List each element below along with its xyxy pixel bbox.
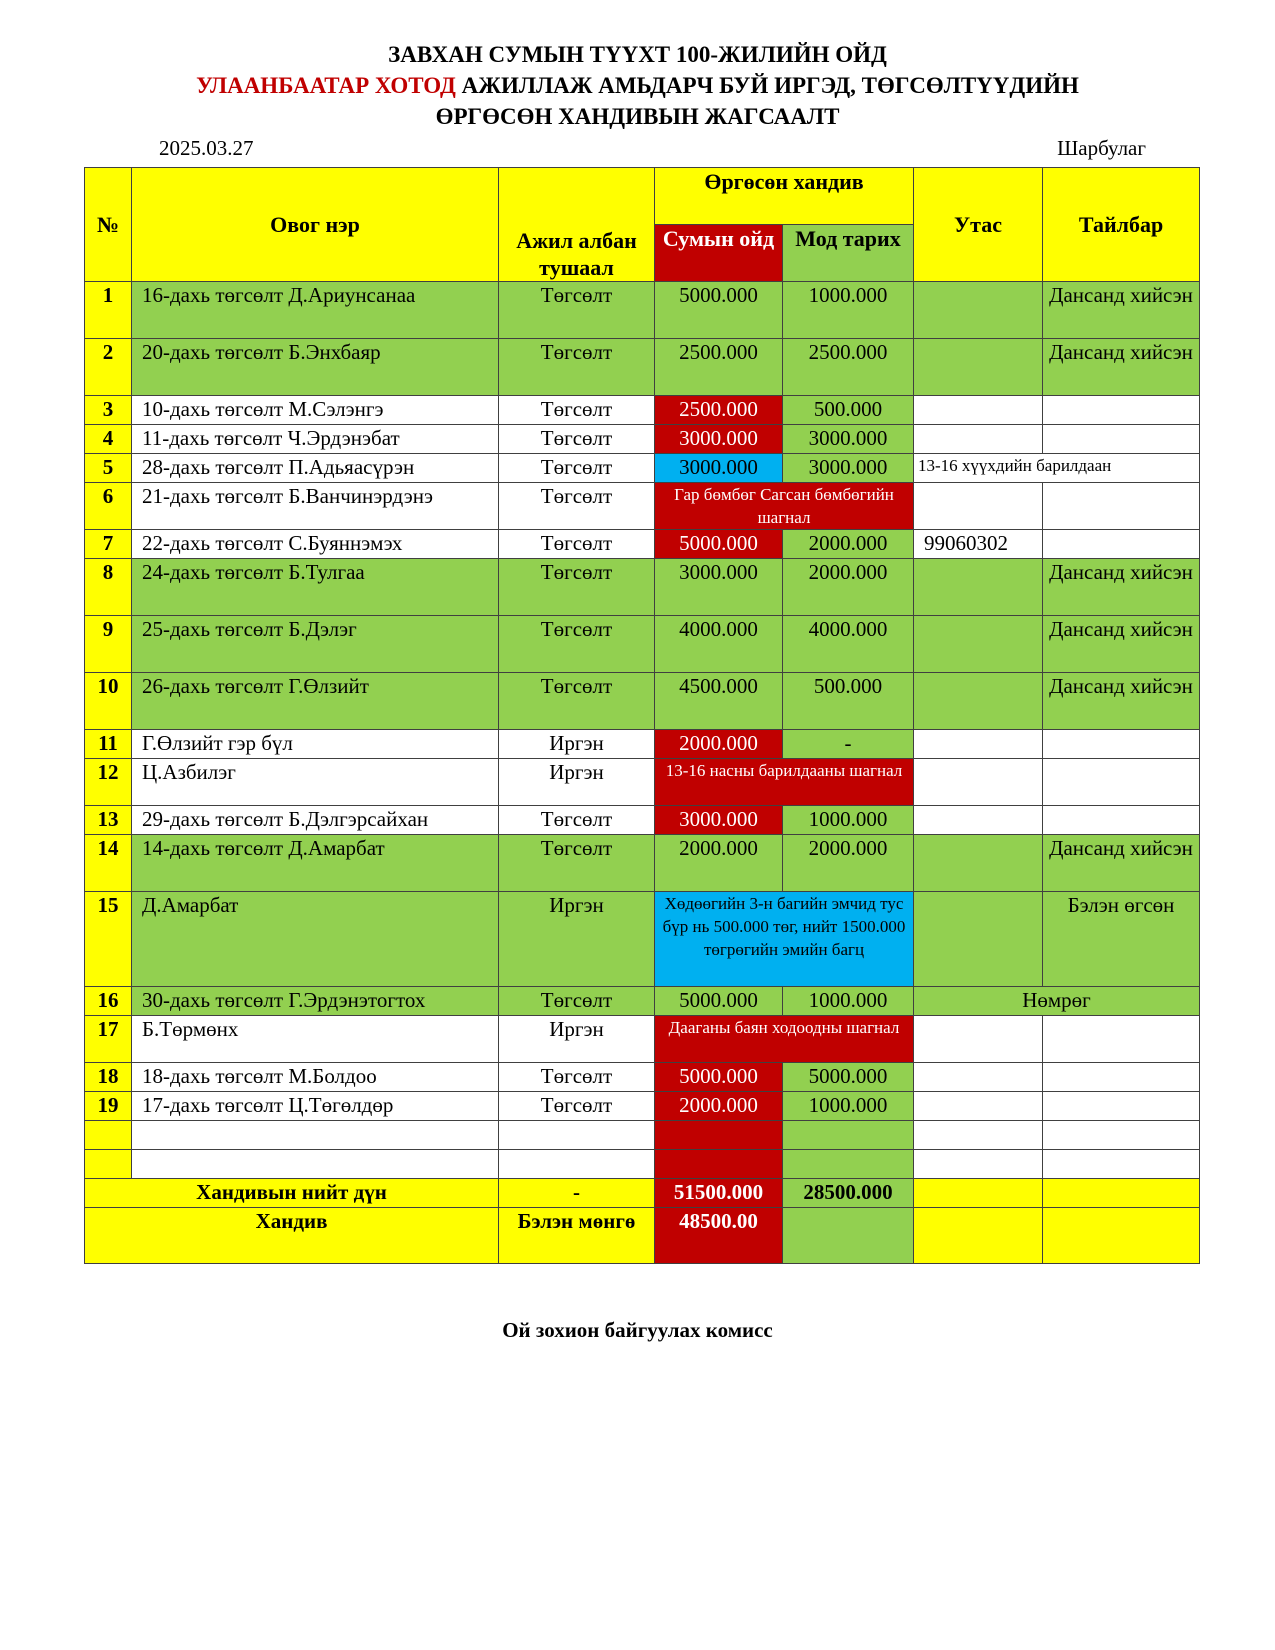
row-donation-description: 13-16 насны барилдааны шагнал xyxy=(655,759,914,806)
row-note: Дансанд хийсэн xyxy=(1043,673,1200,730)
row-name: Ц.Азбилэг xyxy=(132,759,499,806)
row-number: 13 xyxy=(85,806,132,835)
table-row xyxy=(85,673,1200,730)
empty-cell xyxy=(783,1150,914,1179)
empty-cell xyxy=(655,1121,783,1150)
row-number: 11 xyxy=(85,730,132,759)
empty-cell xyxy=(783,1121,914,1150)
table-row xyxy=(85,1063,1200,1092)
row-name: 24-дахь төгсөлт Б.Тулгаа xyxy=(132,559,499,616)
row-phone xyxy=(914,396,1043,425)
header-wood: Мод тарих xyxy=(783,225,914,282)
row-name: 10-дахь төгсөлт М.Сэлэнгэ xyxy=(132,396,499,425)
row-sum-amount: 2500.000 xyxy=(655,396,783,425)
row-name: 28-дахь төгсөлт П.Адьяасүрэн xyxy=(132,454,499,483)
row-phone xyxy=(914,892,1043,987)
row-number: 7 xyxy=(85,530,132,559)
row-phone xyxy=(914,673,1043,730)
row-number: 18 xyxy=(85,1063,132,1092)
table-row xyxy=(85,987,1200,1016)
place: Шарбулаг xyxy=(1057,136,1146,160)
row-note xyxy=(1043,1016,1200,1063)
row-job: Төгсөлт xyxy=(499,559,655,616)
cash-label: Хандив xyxy=(85,1208,499,1264)
row-name: 16-дахь төгсөлт Д.Ариунсанаа xyxy=(132,282,499,339)
totals-label: Хандивын нийт дүн xyxy=(85,1179,499,1208)
empty-cell xyxy=(499,1150,655,1179)
row-job: Иргэн xyxy=(499,759,655,806)
row-phone xyxy=(914,616,1043,673)
totals-job: - xyxy=(499,1179,655,1208)
row-number: 8 xyxy=(85,559,132,616)
totals-row xyxy=(85,1179,1200,1208)
row-number: 4 xyxy=(85,425,132,454)
row-note: Дансанд хийсэн xyxy=(1043,559,1200,616)
header-job: Ажил албан тушаал xyxy=(499,168,655,282)
row-job: Төгсөлт xyxy=(499,425,655,454)
row-phone xyxy=(914,1092,1043,1121)
row-note xyxy=(1043,396,1200,425)
row-wood-amount: 500.000 xyxy=(783,396,914,425)
row-phone xyxy=(914,339,1043,396)
title-line-3: ӨРГӨСӨН ХАНДИВЫН ЖАГСААЛТ xyxy=(435,104,840,129)
row-sum-amount: 4000.000 xyxy=(655,616,783,673)
title-line-2 xyxy=(0,71,1275,101)
row-name: 11-дахь төгсөлт Ч.Эрдэнэбат xyxy=(132,425,499,454)
row-note xyxy=(1043,730,1200,759)
row-phone xyxy=(914,483,1043,530)
row-note xyxy=(1043,530,1200,559)
row-sum-amount: 3000.000 xyxy=(655,806,783,835)
row-note xyxy=(1043,425,1200,454)
cash-wood xyxy=(783,1208,914,1264)
row-note xyxy=(1043,483,1200,530)
row-phone-note: Нөмрөг xyxy=(914,987,1200,1016)
row-donation-description: Хөдөөгийн 3-н багийн эмчид тус бүр нь 500.000 төг, нийт 1500.000 төгрөгийн эмийн багц xyxy=(655,892,914,987)
row-number: 9 xyxy=(85,616,132,673)
row-phone xyxy=(914,759,1043,806)
empty-row xyxy=(85,1121,1200,1150)
row-sum-amount: 5000.000 xyxy=(655,987,783,1016)
table-row xyxy=(85,835,1200,892)
row-name: 17-дахь төгсөлт Ц.Төгөлдөр xyxy=(132,1092,499,1121)
row-note: Дансанд хийсэн xyxy=(1043,339,1200,396)
row-job: Төгсөлт xyxy=(499,835,655,892)
row-note: Дансанд хийсэн xyxy=(1043,282,1200,339)
row-job: Төгсөлт xyxy=(499,454,655,483)
empty-cell xyxy=(85,1121,132,1150)
row-number: 12 xyxy=(85,759,132,806)
row-job: Иргэн xyxy=(499,730,655,759)
totals-note xyxy=(1043,1179,1200,1208)
row-job: Төгсөлт xyxy=(499,339,655,396)
date: 2025.03.27 xyxy=(159,136,254,160)
row-number: 17 xyxy=(85,1016,132,1063)
row-phone xyxy=(914,806,1043,835)
header-sum: Сумын ойд xyxy=(655,225,783,282)
row-wood-amount: - xyxy=(783,730,914,759)
row-name: Д.Амарбат xyxy=(132,892,499,987)
row-job: Төгсөлт xyxy=(499,616,655,673)
row-job: Төгсөлт xyxy=(499,1063,655,1092)
header-donation: Өргөсөн хандив xyxy=(655,168,914,225)
row-sum-amount: 5000.000 xyxy=(655,530,783,559)
row-job: Төгсөлт xyxy=(499,1092,655,1121)
row-wood-amount: 2000.000 xyxy=(783,530,914,559)
row-wood-amount: 2000.000 xyxy=(783,559,914,616)
row-wood-amount: 5000.000 xyxy=(783,1063,914,1092)
row-job: Төгсөлт xyxy=(499,282,655,339)
row-note xyxy=(1043,806,1200,835)
row-sum-amount: 5000.000 xyxy=(655,1063,783,1092)
row-sum-amount: 2000.000 xyxy=(655,835,783,892)
row-number: 6 xyxy=(85,483,132,530)
row-phone: 99060302 xyxy=(914,530,1043,559)
row-name: 30-дахь төгсөлт Г.Эрдэнэтогтох xyxy=(132,987,499,1016)
row-phone xyxy=(914,1063,1043,1092)
row-sum-amount: 2000.000 xyxy=(655,730,783,759)
empty-cell xyxy=(655,1150,783,1179)
table-row xyxy=(85,282,1200,339)
row-donation-description: Гар бөмбөг Сагсан бөмбөгийн шагнал xyxy=(655,483,914,530)
cash-sum: 48500.00 xyxy=(655,1208,783,1264)
empty-cell xyxy=(1043,1150,1200,1179)
row-name: 26-дахь төгсөлт Г.Өлзийт xyxy=(132,673,499,730)
row-sum-amount: 3000.000 xyxy=(655,454,783,483)
row-number: 10 xyxy=(85,673,132,730)
row-job: Иргэн xyxy=(499,892,655,987)
row-note xyxy=(1043,1092,1200,1121)
row-wood-amount: 2000.000 xyxy=(783,835,914,892)
title-city: УЛААНБААТАР ХОТОД xyxy=(196,73,456,98)
empty-cell xyxy=(132,1121,499,1150)
cash-phone xyxy=(914,1208,1043,1264)
table-row xyxy=(85,530,1200,559)
empty-cell xyxy=(914,1121,1043,1150)
empty-cell xyxy=(132,1150,499,1179)
row-sum-amount: 2000.000 xyxy=(655,1092,783,1121)
row-phone xyxy=(914,559,1043,616)
cash-job: Бэлэн мөнгө xyxy=(499,1208,655,1264)
committee-footer: Ой зохион байгуулах комисс xyxy=(502,1318,773,1342)
row-name: Б.Төрмөнх xyxy=(132,1016,499,1063)
row-sum-amount: 2500.000 xyxy=(655,339,783,396)
row-name: 14-дахь төгсөлт Д.Амарбат xyxy=(132,835,499,892)
row-number: 1 xyxy=(85,282,132,339)
title-line-2-rest: АЖИЛЛАЖ АМЬДАРЧ БУЙ ИРГЭД, ТӨГСӨЛТҮҮДИЙН xyxy=(455,73,1079,98)
row-phone xyxy=(914,425,1043,454)
donation-table xyxy=(84,167,1200,1264)
empty-cell xyxy=(85,1150,132,1179)
row-job: Төгсөлт xyxy=(499,530,655,559)
row-number: 16 xyxy=(85,987,132,1016)
row-number: 3 xyxy=(85,396,132,425)
row-sum-amount: 4500.000 xyxy=(655,673,783,730)
row-number: 19 xyxy=(85,1092,132,1121)
table-row xyxy=(85,339,1200,396)
cash-row xyxy=(85,1208,1200,1264)
table-row xyxy=(85,454,1200,483)
row-note: Бэлэн өгсөн xyxy=(1043,892,1200,987)
table-row xyxy=(85,892,1200,987)
row-number: 2 xyxy=(85,339,132,396)
row-wood-amount: 2500.000 xyxy=(783,339,914,396)
row-phone xyxy=(914,282,1043,339)
title-line-1: ЗАВХАН СУМЫН ТҮҮХТ 100-ЖИЛИЙН ОЙД xyxy=(388,42,887,67)
row-number: 15 xyxy=(85,892,132,987)
row-job: Төгсөлт xyxy=(499,673,655,730)
row-phone xyxy=(914,835,1043,892)
row-donation-description: Дааганы баян ходоодны шагнал xyxy=(655,1016,914,1063)
table-row xyxy=(85,616,1200,673)
row-job: Төгсөлт xyxy=(499,483,655,530)
row-wood-amount: 1000.000 xyxy=(783,282,914,339)
table-row xyxy=(85,483,1200,530)
row-name: 22-дахь төгсөлт С.Буяннэмэх xyxy=(132,530,499,559)
row-note xyxy=(1043,759,1200,806)
row-note: Дансанд хийсэн xyxy=(1043,835,1200,892)
row-sum-amount: 3000.000 xyxy=(655,425,783,454)
table-row xyxy=(85,425,1200,454)
empty-cell xyxy=(1043,1121,1200,1150)
row-wood-amount: 4000.000 xyxy=(783,616,914,673)
table-row xyxy=(85,1092,1200,1121)
row-name: 20-дахь төгсөлт Б.Энхбаяр xyxy=(132,339,499,396)
table-row xyxy=(85,759,1200,806)
totals-sum: 51500.000 xyxy=(655,1179,783,1208)
header-note: Тайлбар xyxy=(1043,168,1200,282)
table-row xyxy=(85,1016,1200,1063)
table-row xyxy=(85,806,1200,835)
row-note: Дансанд хийсэн xyxy=(1043,616,1200,673)
row-wood-amount: 1000.000 xyxy=(783,1092,914,1121)
table-row xyxy=(85,396,1200,425)
table-row xyxy=(85,559,1200,616)
row-number: 14 xyxy=(85,835,132,892)
header-name: Овог нэр xyxy=(132,168,499,282)
row-wood-amount: 1000.000 xyxy=(783,806,914,835)
header-phone: Утас xyxy=(914,168,1043,282)
row-number: 5 xyxy=(85,454,132,483)
row-wood-amount: 3000.000 xyxy=(783,425,914,454)
row-phone xyxy=(914,730,1043,759)
row-sum-amount: 5000.000 xyxy=(655,282,783,339)
row-name: Г.Өлзийт гэр бүл xyxy=(132,730,499,759)
row-job: Төгсөлт xyxy=(499,987,655,1016)
row-name: 29-дахь төгсөлт Б.Дэлгэрсайхан xyxy=(132,806,499,835)
row-name: 18-дахь төгсөлт М.Болдоо xyxy=(132,1063,499,1092)
totals-wood: 28500.000 xyxy=(783,1179,914,1208)
row-phone xyxy=(914,1016,1043,1063)
totals-phone xyxy=(914,1179,1043,1208)
empty-row xyxy=(85,1150,1200,1179)
row-sum-amount: 3000.000 xyxy=(655,559,783,616)
row-wood-amount: 500.000 xyxy=(783,673,914,730)
row-phone-note: 13-16 хүүхдийн барилдаан xyxy=(914,454,1200,483)
row-wood-amount: 3000.000 xyxy=(783,454,914,483)
cash-note xyxy=(1043,1208,1200,1264)
header-no: № xyxy=(85,168,132,282)
row-name: 25-дахь төгсөлт Б.Дэлэг xyxy=(132,616,499,673)
table-row xyxy=(85,730,1200,759)
empty-cell xyxy=(499,1121,655,1150)
row-wood-amount: 1000.000 xyxy=(783,987,914,1016)
row-note xyxy=(1043,1063,1200,1092)
row-name: 21-дахь төгсөлт Б.Ванчинэрдэнэ xyxy=(132,483,499,530)
row-job: Төгсөлт xyxy=(499,806,655,835)
row-job: Төгсөлт xyxy=(499,396,655,425)
row-job: Иргэн xyxy=(499,1016,655,1063)
empty-cell xyxy=(914,1150,1043,1179)
